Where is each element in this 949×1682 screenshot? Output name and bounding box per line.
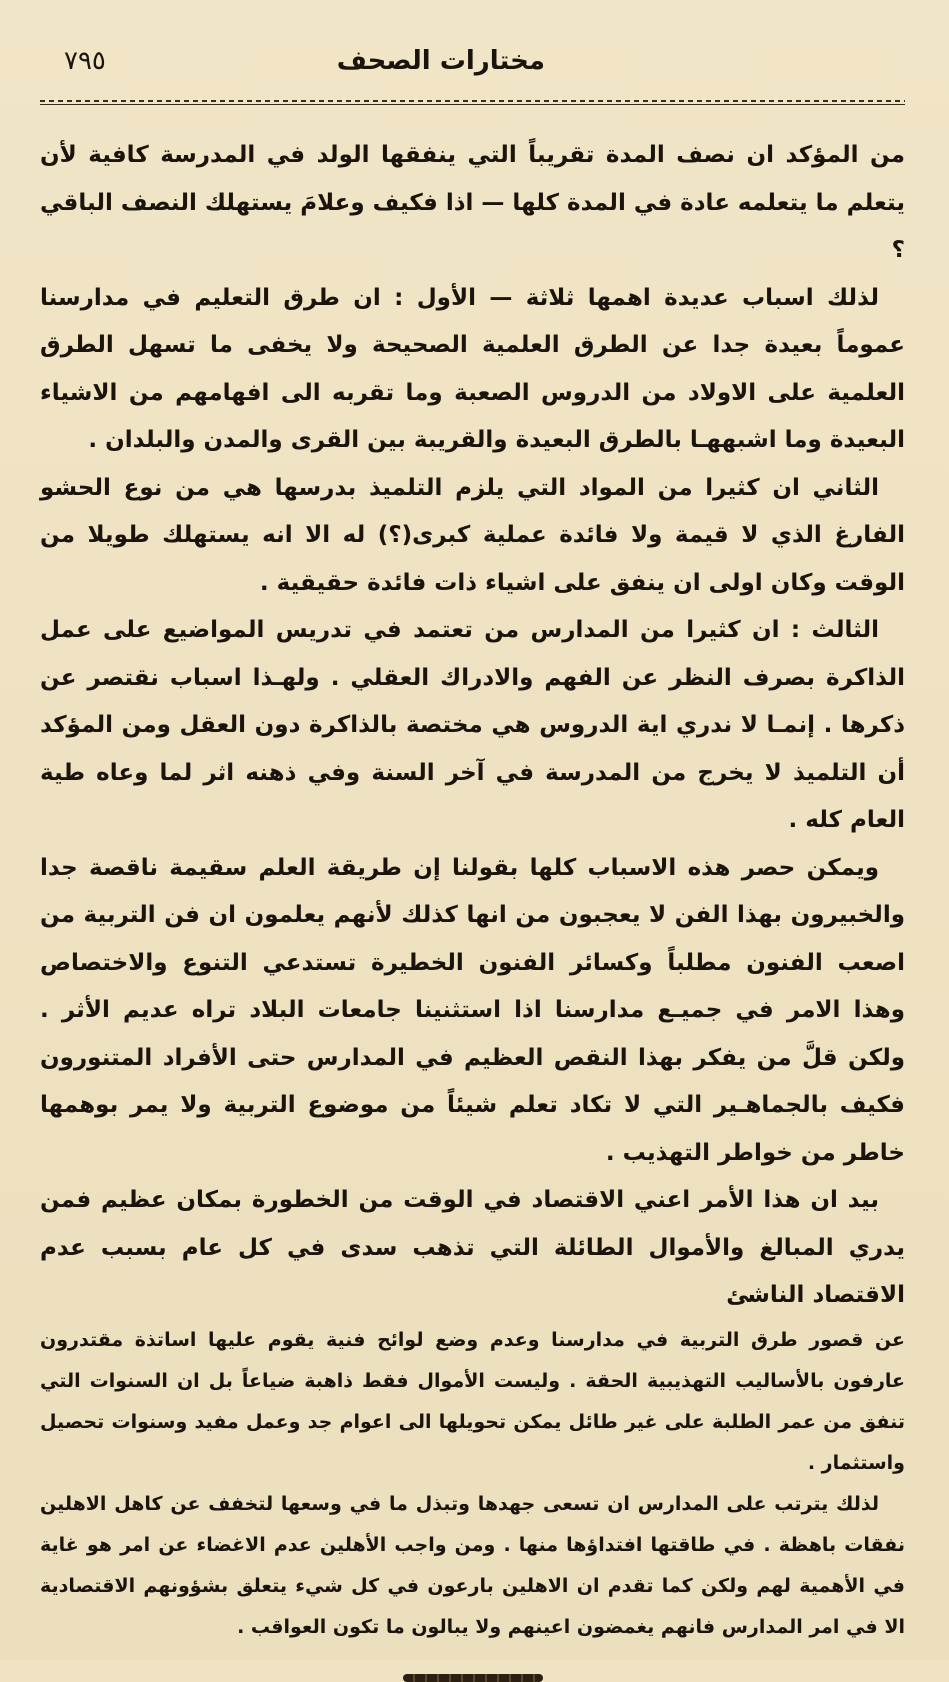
paragraph: الثالث : ان كثيرا من المدارس من تعتمد في تدريس المواضيع على عمل الذاكرة بصرف النظر عن الفهم والادراك العقلي . ولهـذا اسباب نقتصر عن ذكرها . إنمـا لا ندري اية الدروس هي مختصة بالذاكرة دون العقل ومن المؤكد أن التلميذ لا يخرج من المدرسة في آخر السنة وفي ذهنه اثر لما وعاه طية العام كله . — [40, 617, 905, 833]
running-title: مختارات الصحف — [336, 46, 545, 76]
paragraph: ويمكن حصر هذه الاسباب كلها بقولنا إن طريقة العلم سقيمة ناقصة جدا والخبيرون بهذا الفن لا يعجبون من انها كذلك لأنهم يعلمون ان فن التربية من اصعب الفنون مطلباً وكسائر الفنون الخطيرة تستدعي التنوع والاختصاص وهذا الامر في جميـع مدارسنا اذا استثنينا جامعات البلاد تراه عديم الأثر . ولكن قلَّ من يفكر بهذا النقص العظيم في المدارس حتى الأفراد المتنورون فكيف بالجماهـير التي لا تكاد تعلم شيئاً من موضوع التربية ولا يمر بوهمها خاطر من خواطر التهذيب . — [40, 854, 905, 1166]
article-body — [40, 132, 905, 1648]
paragraph-small: عن قصور طرق التربية في مدارسنا وعدم وضع لوائح فنية يقوم عليها اساتذة مقتدرون عارفون بالأساليب التهذيبية الحقة . وليست الأموال فقط ذاهبة ضياعاً بل ان السنوات التي تنفق من عمر الطلبة على غير طائل يمكن تحويلها الى اعوام جد وعمل مفيد وسنوات تحصيل واستثمار . — [40, 1328, 905, 1474]
page-number: ٧٩٥ — [64, 46, 106, 76]
header-rule — [40, 100, 905, 106]
paragraph: بيد ان هذا الأمر اعني الاقتصاد في الوقت من الخطورة بمكان عظيم فمن يدري المبالغ والأموال الطائلة التي تذهب سدى في كل عام بسبب عدم الاقتصاد الناشئ — [40, 1187, 905, 1308]
paragraph: لذلك اسباب عديدة اهمها ثلاثة — الأول : ان طرق التعليم في مدارسنا عموماً بعيدة جدا عن الطرق العلمية الصحيحة ولا يخفى ما تسهل الطرق العلمية على الاولاد من الدروس الصعبة وما تقربه الى افهامهم من الاشياء البعيدة وما اشبههـا بالطرق البعيدة والقريبة بين القرى والمدن والبلدان . — [40, 284, 905, 453]
end-ornament — [403, 1674, 543, 1682]
page-header — [40, 40, 905, 92]
paragraph-small: لذلك يترتب على المدارس ان تسعى جهدها وتبذل ما في وسعها لتخفف عن كاهل الاهلين نفقات باهظة . في طاقتها افتداؤها منها . ومن واجب الأهلين عدم الاغضاء عن امر هو غاية في الأهمية لهم ولكن كما تقدم ان الاهلين بارعون في كل شيء يتعلق بشؤونهم الاقتصادية الا في امر المدارس فانهم يغمضون اعينهم ولا يبالون ما تكون العواقب . — [40, 1492, 905, 1638]
paragraph: من المؤكد ان نصف المدة تقريباً التي ينفقها الولد في المدرسة كافية لأن يتعلم ما يتعلمه عادة في المدة كلها — اذا فكيف وعلامَ يستهلك النصف الباقي ؟ — [40, 142, 905, 263]
paragraph: الثاني ان كثيرا من المواد التي يلزم التلميذ بدرسها هي من نوع الحشو الفارغ الذي لا قيمة ولا فائدة عملية كبرى(؟) له الا انه يستهلك طويلا من الوقت وكان اولى ان ينفق على اشياء ذات فائدة حقيقية . — [40, 474, 905, 596]
